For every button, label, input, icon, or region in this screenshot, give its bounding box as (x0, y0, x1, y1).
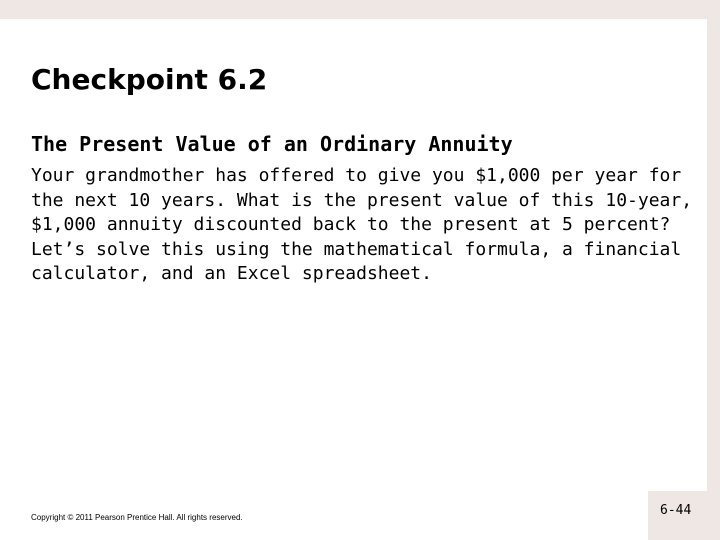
body-line: Your grandmother has offered to give you $1,000 per year for (31, 165, 682, 186)
body-line: the next 10 years. What is the present value of this 10-year, (31, 189, 693, 211)
page-number-box (648, 491, 707, 540)
body-line: calculator, and an Excel spreadsheet. (31, 263, 432, 284)
slide-title: Checkpoint 6.2 (31, 63, 268, 96)
copyright-notice: Copyright © 2011 Pearson Prentice Hall. All rights reserved. (31, 513, 243, 522)
page-number: 6-44 (660, 503, 692, 518)
body-line: $1,000 annuity discounted back to the present at 5 percent? (31, 214, 671, 235)
body-paragraph (31, 164, 693, 287)
section-heading: The Present Value of an Ordinary Annuity (31, 132, 513, 156)
body-line: Let’s solve this using the mathematical formula, a financial (31, 238, 682, 260)
